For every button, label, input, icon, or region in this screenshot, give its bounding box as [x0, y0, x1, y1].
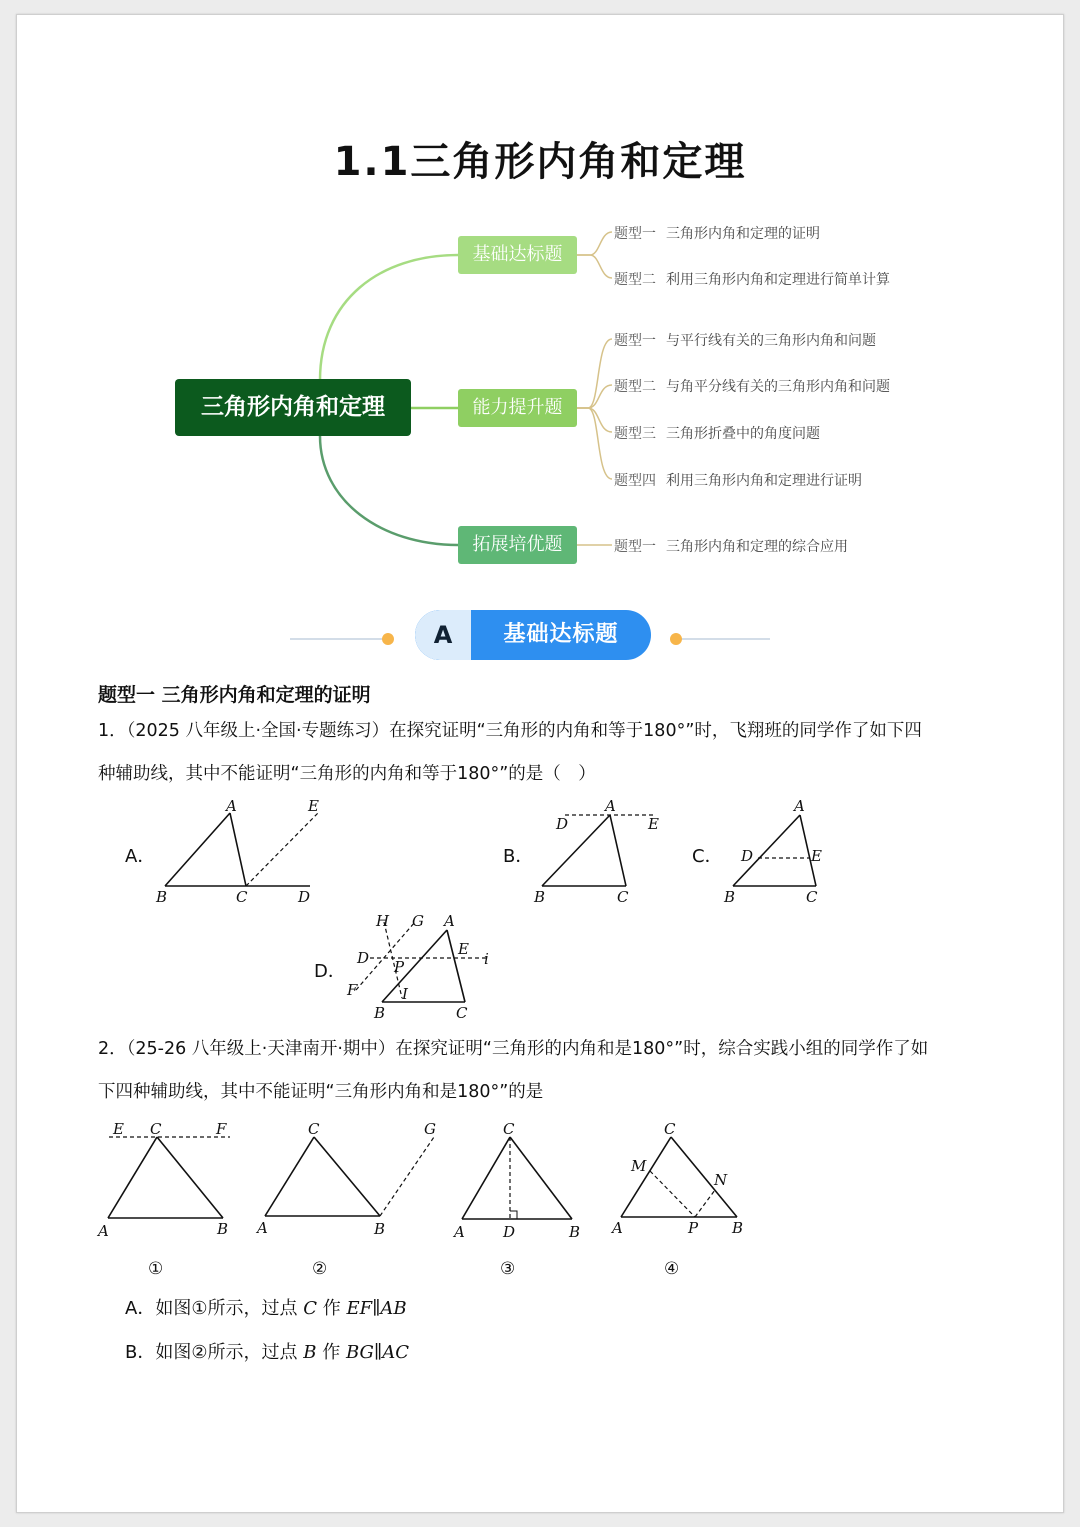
svg-text:A: A	[98, 1222, 109, 1240]
svg-text:C: C	[617, 888, 629, 906]
q2-figure-4	[605, 1115, 755, 1240]
svg-text:A: A	[444, 912, 455, 930]
svg-text:F: F	[347, 981, 358, 999]
q1-figure-b	[530, 795, 670, 910]
q2-figure-captions	[140, 1252, 700, 1284]
q1-option-d-label: D．	[314, 961, 346, 982]
svg-text:M: M	[631, 1157, 647, 1175]
svg-text:D: D	[556, 815, 569, 833]
mindmap-leaf: 题型一 与平行线有关的三角形内角和问题	[614, 333, 876, 349]
svg-text:C: C	[236, 888, 248, 906]
figure-caption-2: ②	[312, 1259, 328, 1279]
q2-figure-2	[252, 1115, 447, 1240]
svg-text:E: E	[308, 797, 319, 815]
svg-text:B: B	[732, 1219, 744, 1237]
q1-figure-a	[150, 795, 330, 910]
svg-text:C: C	[664, 1120, 676, 1138]
q2-option-a: A．如图①所示，过点 C 作 EF∥AB	[125, 1298, 407, 1319]
svg-text:P: P	[394, 958, 405, 976]
svg-text:E: E	[113, 1120, 124, 1138]
section-banner	[415, 610, 651, 660]
svg-text:G: G	[412, 912, 424, 930]
page-title: 1.1三角形内角和定理	[333, 139, 747, 185]
q1-option-b-label: B．	[503, 846, 534, 867]
mindmap-connectors	[0, 0, 1080, 600]
svg-text:C: C	[150, 1120, 162, 1138]
svg-text:F: F	[216, 1120, 227, 1138]
svg-text:E: E	[811, 847, 822, 865]
svg-text:E: E	[648, 815, 659, 833]
svg-text:E: E	[458, 940, 469, 958]
mindmap-leaf: 题型二 与角平分线有关的三角形内角和问题	[614, 379, 890, 395]
svg-text:i: i	[484, 950, 489, 968]
svg-text:C: C	[308, 1120, 320, 1138]
svg-text:I: I	[402, 985, 408, 1003]
figure-caption-1: ①	[148, 1259, 164, 1279]
svg-text:A: A	[612, 1219, 623, 1237]
svg-text:C: C	[503, 1120, 515, 1138]
figure-caption-3: ③	[500, 1259, 516, 1279]
svg-text:B: B	[569, 1223, 581, 1240]
mindmap-leaf: 题型二 利用三角形内角和定理进行简单计算	[614, 272, 890, 288]
mindmap-leaf: 题型一 三角形内角和定理的综合应用	[614, 539, 848, 555]
figure-caption-4: ④	[664, 1259, 680, 1279]
svg-text:B: B	[374, 1220, 386, 1238]
section-label: 基础达标题	[503, 622, 619, 647]
mindmap-branch-basic: 基础达标题	[458, 236, 577, 274]
mindmap-root: 三角形内角和定理	[175, 379, 411, 436]
question-1-line2: 种辅助线，其中不能证明“三角形的内角和等于180°”的是（ ）	[98, 764, 596, 784]
question-type-heading: 题型一 三角形内角和定理的证明	[98, 684, 371, 706]
mindmap-branch-ability: 能力提升题	[458, 389, 577, 427]
svg-text:D: D	[503, 1223, 516, 1240]
mindmap-branch-extension: 拓展培优题	[458, 526, 577, 564]
q1-figure-d	[340, 908, 510, 1023]
q1-option-a-label: A．	[125, 846, 156, 867]
svg-text:A: A	[794, 797, 805, 815]
q2-figure-1	[95, 1115, 240, 1240]
svg-text:G: G	[424, 1120, 436, 1138]
svg-text:N: N	[714, 1171, 728, 1189]
section-letter: A	[415, 610, 471, 660]
q2-option-b: B．如图②所示，过点 B 作 BG∥AC	[125, 1342, 409, 1363]
question-1-line1: 1．（2025 八年级上·全国·专题练习）在探究证明“三角形的内角和等于180°”时，飞翔班的同学作了如下四	[98, 721, 922, 741]
svg-text:H: H	[376, 912, 390, 930]
question-2-line2: 下四种辅助线，其中不能证明“三角形内角和是180°”的是	[98, 1082, 544, 1102]
svg-text:A: A	[257, 1219, 268, 1237]
mindmap-leaf: 题型四 利用三角形内角和定理进行证明	[614, 473, 862, 489]
svg-text:P: P	[688, 1219, 699, 1237]
svg-text:A: A	[454, 1223, 465, 1240]
svg-text:D: D	[357, 949, 370, 967]
svg-text:B: B	[374, 1004, 386, 1022]
svg-text:A: A	[226, 797, 237, 815]
q1-figure-c	[718, 795, 838, 910]
svg-text:B: B	[156, 888, 168, 906]
q1-option-c-label: C．	[692, 846, 723, 867]
q2-figure-3	[450, 1115, 590, 1240]
mindmap-leaf: 题型一 三角形内角和定理的证明	[614, 226, 820, 242]
svg-text:D: D	[741, 847, 754, 865]
svg-text:C: C	[456, 1004, 468, 1022]
svg-text:A: A	[605, 797, 616, 815]
question-2-line1: 2．（25-26 八年级上·天津南开·期中）在探究证明“三角形的内角和是180°”时，综合实践小组的同学作了如	[98, 1039, 929, 1059]
svg-text:D: D	[298, 888, 311, 906]
svg-text:B: B	[217, 1220, 229, 1238]
svg-text:B: B	[724, 888, 736, 906]
svg-text:C: C	[806, 888, 818, 906]
svg-text:B: B	[534, 888, 546, 906]
mindmap-leaf: 题型三 三角形折叠中的角度问题	[614, 426, 820, 442]
